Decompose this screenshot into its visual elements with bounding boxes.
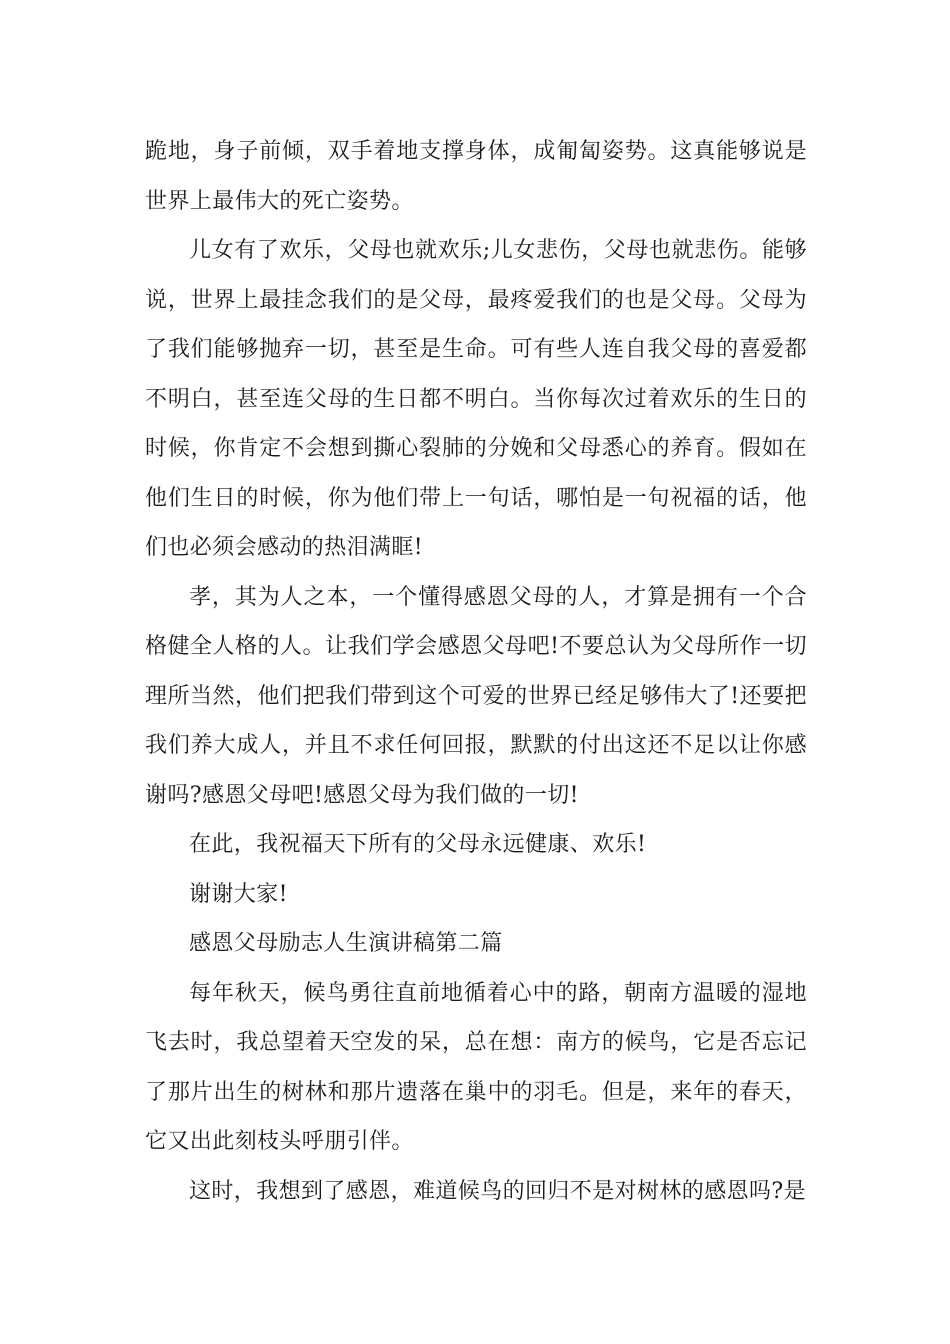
paragraph: 孝，其为人之本，一个懂得感恩父母的人，才算是拥有一个合格健全人格的人。让我们学会感恩父母吧!不要总认为父母所作一切理所当然，他们把我们带到这个可爱的世界已经足够伟大了!还要把我们养大成人，并且不求任何回报，默默的付出这还不足以让你感谢吗?感恩父母吧!感恩父母为我们做的一切! — [145, 584, 807, 808]
paragraph: 跪地，身子前倾，双手着地支撑身体，成匍匐姿势。这真能够说是世界上最伟大的死亡姿势。 — [145, 139, 807, 214]
paragraph: 谢谢大家! — [189, 881, 288, 907]
paragraph: 这时，我想到了感恩，难道候鸟的回归不是对树林的感恩吗?是 — [189, 1178, 806, 1204]
paragraph: 每年秋天，候鸟勇往直前地循着心中的路，朝南方温暖的湿地飞去时，我总望着天空发的呆，总在想：南方的候鸟，它是否忘记了那片出生的树林和那片遗落在巢中的羽毛。但是，来年的春天，它又出此刻枝头呼朋引伴。 — [145, 980, 807, 1154]
paragraph: 在此，我祝福天下所有的父母永远健康、欢乐! — [189, 832, 647, 857]
paragraph: 儿女有了欢乐，父母也就欢乐;儿女悲伤，父母也就悲伤。能够说，世界上最挂念我们的是父母，最疼爱我们的也是父母。父母为了我们能够抛弃一切，甚至是生命。可有些人连自我父母的喜爱都不明白，甚至连父母的生日都不明白。当你每次过着欢乐的生日的时候，你肯定不会想到撕心裂肺的分娩和父母悉心的养育。假如在他们生日的时候，你为他们带上一句话，哪怕是一句祝福的话，他们也必须会感动的热泪满眶! — [145, 238, 807, 560]
document-body — [145, 127, 807, 1216]
section-heading: 感恩父母励志人生演讲稿第二篇 — [189, 931, 503, 956]
